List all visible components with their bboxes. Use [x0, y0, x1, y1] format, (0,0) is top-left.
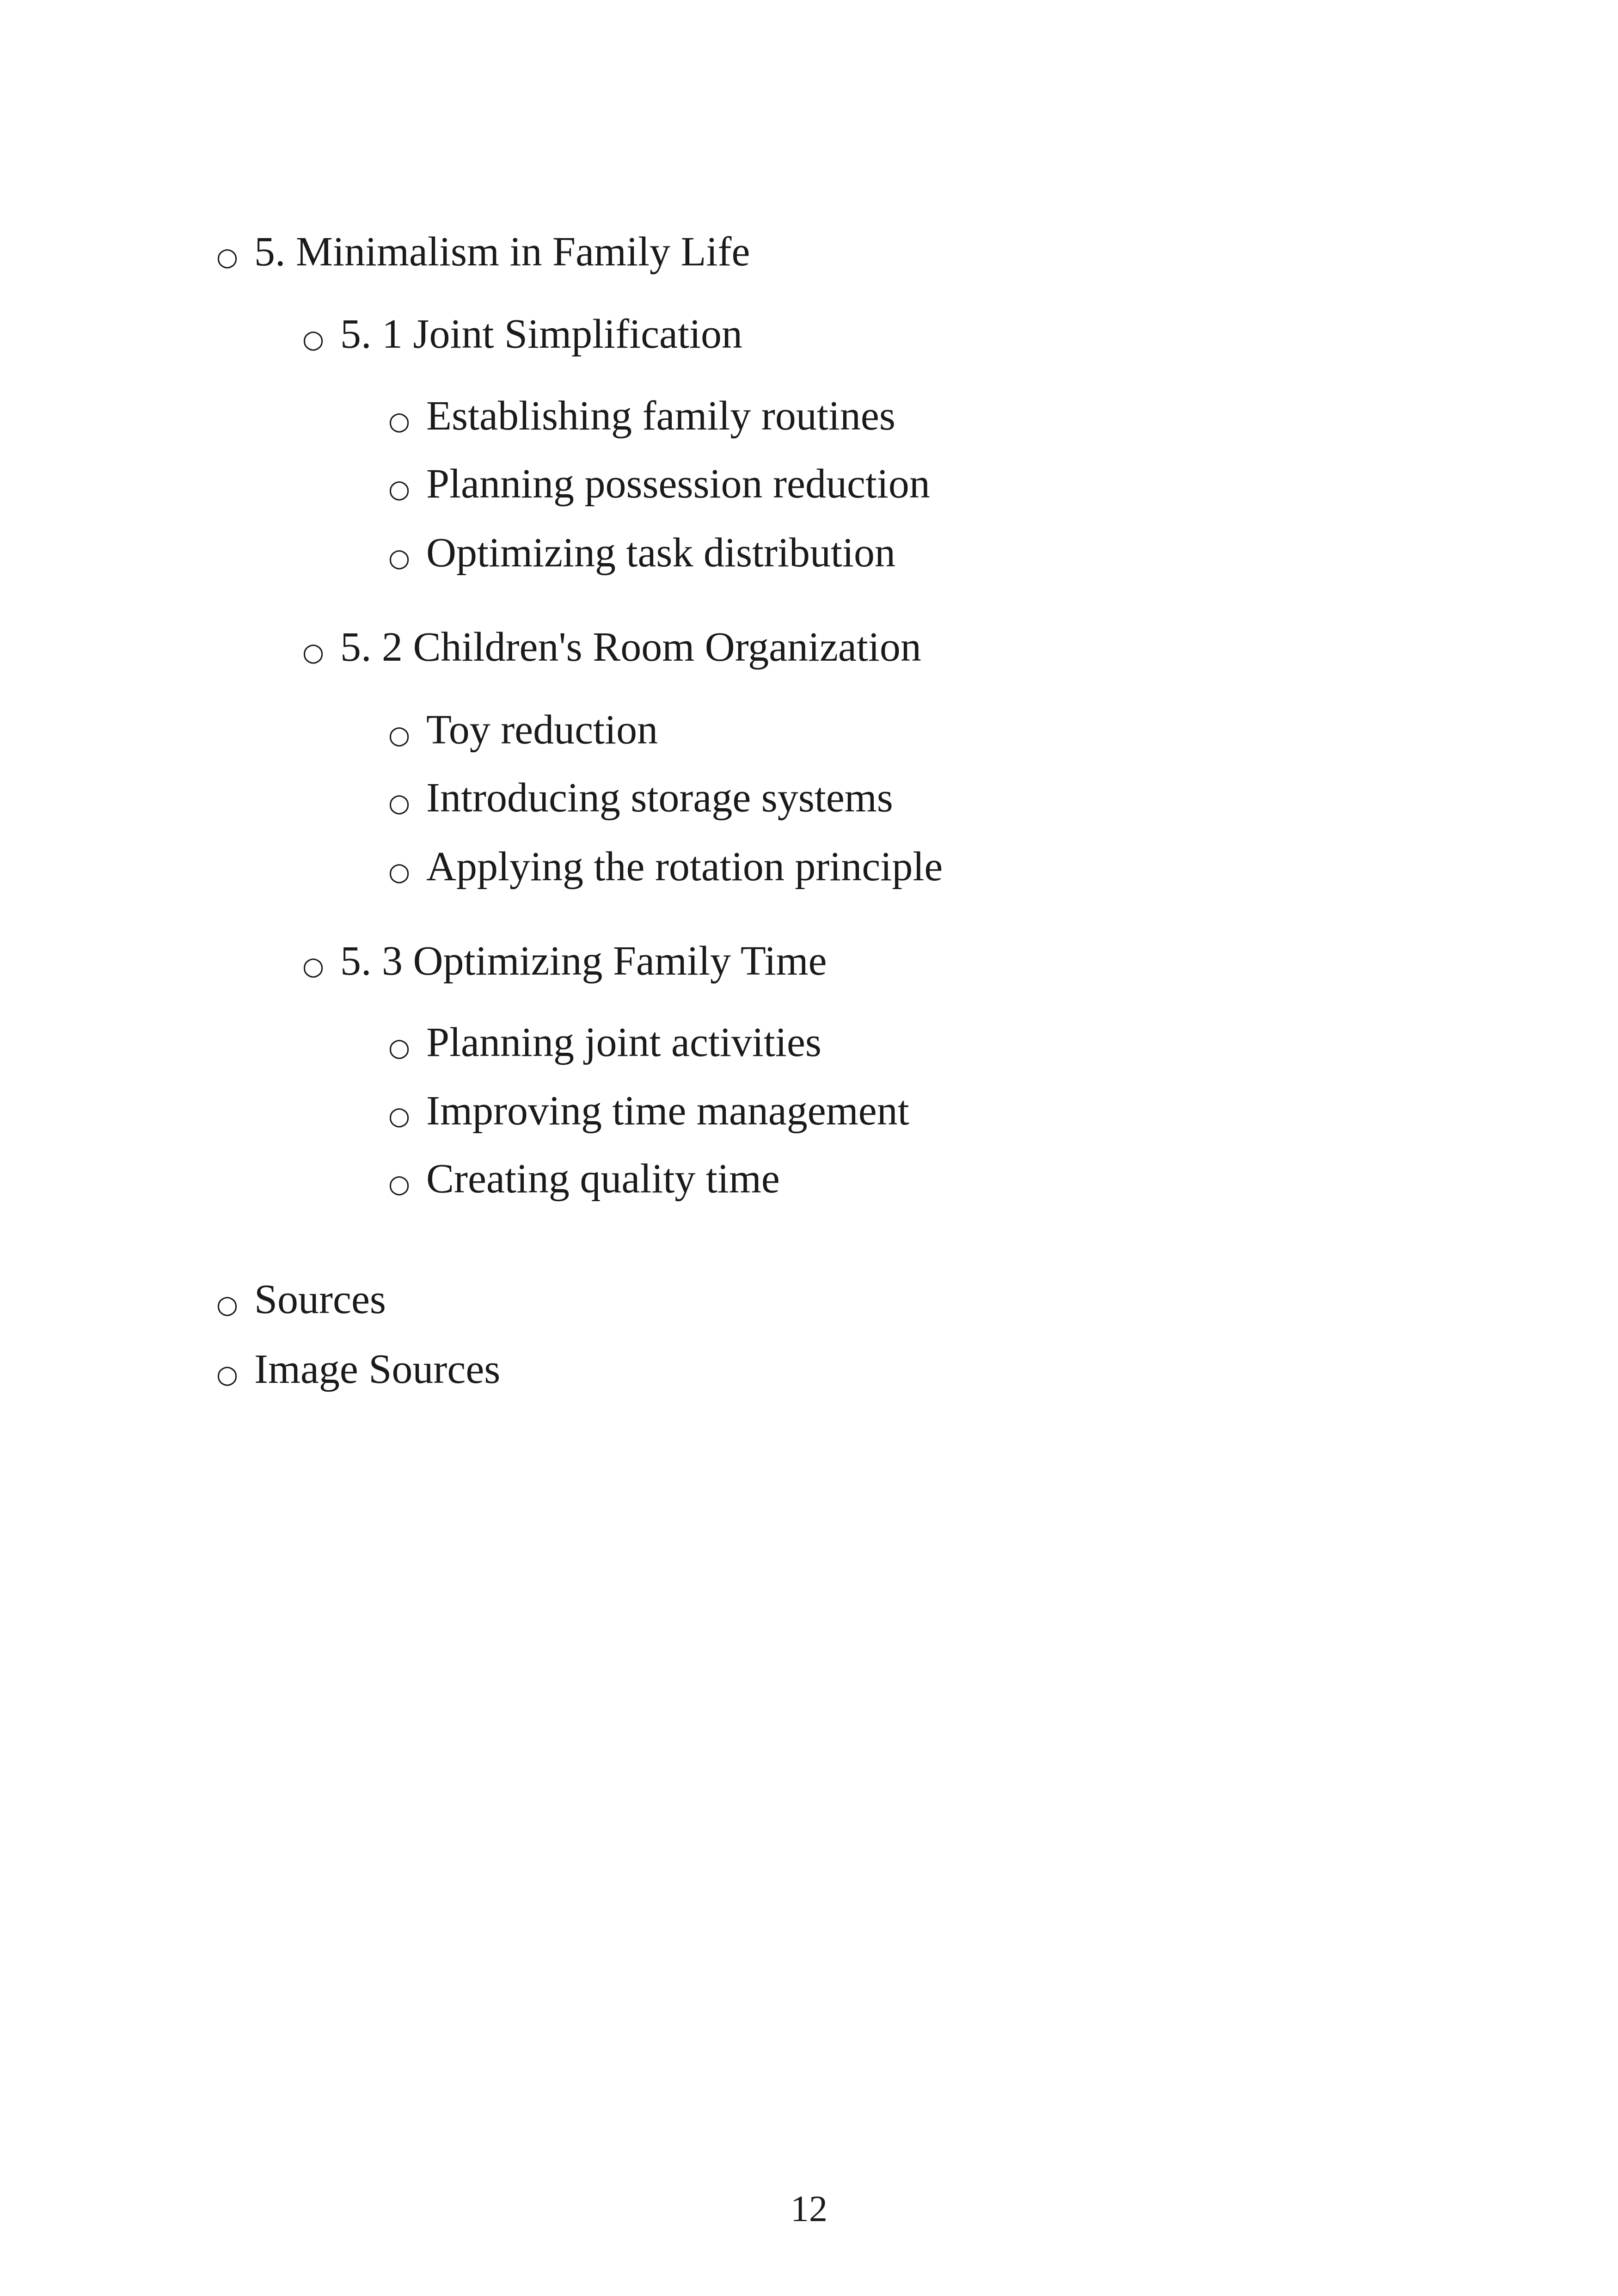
toc-entry-section-5-3[interactable]	[302, 940, 827, 982]
toc-entry-item[interactable]	[388, 463, 930, 505]
toc-entry-item[interactable]	[388, 395, 895, 437]
bullet-icon: ○	[388, 543, 411, 572]
bullet-icon: ○	[388, 1169, 411, 1198]
toc-entry-item[interactable]	[388, 532, 895, 574]
bullet-icon: ○	[388, 720, 411, 749]
bullet-icon: ○	[388, 857, 411, 886]
toc-entry-label: Creating quality time	[426, 1156, 780, 1202]
bullet-icon: ○	[216, 1290, 239, 1319]
toc-entry-item[interactable]	[388, 709, 658, 751]
toc-entry-label: Sources	[254, 1277, 386, 1322]
toc-entry-item[interactable]	[388, 777, 893, 819]
toc-entry-label: Optimizing task distribution	[426, 530, 895, 576]
toc-entry-label: Introducing storage systems	[426, 775, 893, 821]
toc-entry-label: 5. 3 Optimizing Family Time	[340, 938, 827, 984]
toc-entry-label: 5. 1 Joint Simplification	[340, 311, 742, 357]
toc-entry-label: Toy reduction	[426, 707, 658, 753]
bullet-icon: ○	[388, 1101, 411, 1130]
toc-entry-label: 5. Minimalism in Family Life	[254, 229, 750, 275]
bullet-icon: ○	[302, 638, 325, 667]
bullet-icon: ○	[388, 474, 411, 503]
toc-entry-label: Planning possession reduction	[426, 461, 930, 507]
toc-entry-label: Improving time management	[426, 1088, 909, 1134]
page-number: 12	[791, 2189, 827, 2229]
toc-entry-item[interactable]	[388, 1090, 909, 1132]
toc-entry-section-5-2[interactable]	[302, 626, 921, 668]
bullet-icon: ○	[216, 242, 239, 271]
toc-entry-label: Applying the rotation principle	[426, 844, 943, 890]
toc-entry-item[interactable]	[388, 1019, 821, 1065]
toc-entry-item[interactable]	[388, 1158, 780, 1200]
bullet-icon: ○	[388, 788, 411, 817]
bullet-icon: ○	[388, 1033, 411, 1062]
toc-entry-label: Image Sources	[254, 1346, 501, 1392]
bullet-icon: ○	[216, 1360, 239, 1389]
toc-entry-label: Establishing family routines	[426, 393, 895, 439]
toc-entry-item[interactable]	[388, 846, 943, 888]
toc-entry-section-5-1[interactable]	[302, 313, 742, 355]
bullet-icon: ○	[388, 406, 411, 436]
bullet-icon: ○	[302, 325, 325, 354]
toc-entry-label: 5. 2 Children's Room Organization	[340, 624, 921, 670]
bullet-icon: ○	[302, 952, 325, 981]
toc-entry-label: Planning joint activities	[426, 1019, 821, 1065]
toc-entry-sources[interactable]	[216, 1279, 386, 1320]
toc-entry-section-5[interactable]	[216, 231, 750, 273]
toc-entry-image-sources[interactable]	[216, 1346, 501, 1392]
